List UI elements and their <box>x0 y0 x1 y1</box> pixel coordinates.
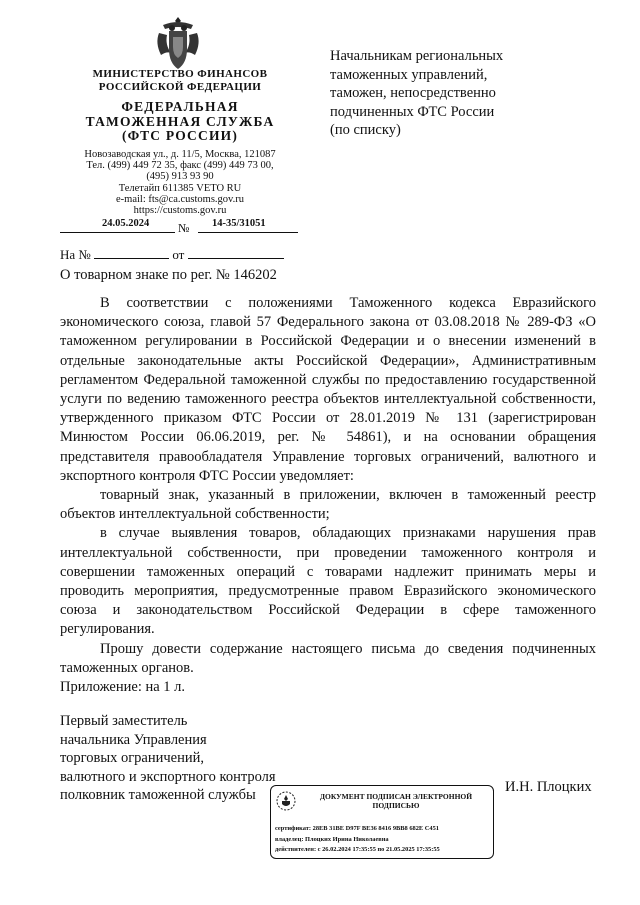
stamp-certificate: сертификат: 28EB 31BE D97F BE36 8416 9BB8 682E C451 <box>275 825 439 832</box>
service-line: (ФТС РОССИИ) <box>121 128 239 143</box>
addressee-block <box>330 47 530 140</box>
ministry-line: МИНИСТЕРСТВО ФИНАНСОВ <box>92 68 268 80</box>
ministry-line: РОССИЙСКОЙ ФЕДЕРАЦИИ <box>98 81 262 93</box>
stamp-title <box>301 792 491 810</box>
addressee-line: таможенных управлений, <box>330 66 488 83</box>
body-paragraph: В соответствии с положениями Таможенного кодекса Евразийского экономического союза, главой 57 Федерального закона от 03.08.2018 № 289-ФЗ «О таможенном регулировании в Российской Федерации и о внесении изменений в отдельные законодательные акты Российской Федерации», Административным регламентом Федеральной таможенной службы по предоставлению государственной услуги по ведению таможенного реестра объектов интеллектуальной собственности, утвержденного приказом ФТС России от 28.01.2019 № 131 (зарегистрирован Минюстом России 06.06.2019, рег. № 54861), и на основании обращения представителя правообладателя Управление торговых ограничений, валютного и экспортного контроля ФТС России уведомляет: <box>60 295 596 484</box>
number-underline <box>198 232 298 233</box>
service-line: ФЕДЕРАЛЬНАЯ <box>121 99 239 114</box>
contact-info <box>60 149 300 216</box>
signer-line: начальника Управления <box>60 731 207 748</box>
letter-subject: О товарном знаке по рег. № 146202 <box>60 267 277 283</box>
stamp-details <box>275 824 491 856</box>
address-line: Новозаводская ул., д. 11/5, Москва, 121087 <box>84 149 276 160</box>
signer-line: полковник таможенной службы <box>60 787 256 803</box>
electronic-signature-stamp <box>270 785 494 859</box>
coat-of-arms-emblem <box>153 15 203 75</box>
signer-line: валютного и экспортного контроля <box>60 768 276 785</box>
body-paragraph: Прошу довести содержание настоящего письма до сведения подчиненных таможенных органов. <box>60 640 596 676</box>
addressee-line: (по списку) <box>330 122 401 138</box>
signer-line: Первый заместитель <box>60 713 188 729</box>
ref-number-label: На № <box>60 247 91 262</box>
ref-date-blank <box>188 247 284 259</box>
attachment-note: Приложение: на 1 л. <box>60 679 186 695</box>
teletype-line: Телетайп 611385 VETO RU <box>118 182 242 194</box>
email-line: e-mail: fts@ca.customs.gov.ru <box>116 193 244 205</box>
signer-name: И.Н. Плоцких <box>505 779 592 795</box>
stamp-validity: действителен: с 26.02.2024 17:35:55 по 21.05.2025 17:35:55 <box>275 846 440 853</box>
date-underline <box>60 232 175 233</box>
phone-line: Тел. (499) 449 72 35, факс (499) 449 73 00, <box>86 160 274 172</box>
number-sign: № <box>178 221 190 235</box>
stamp-owner: владелец: Плоцких Ирина Николаевна <box>275 835 389 843</box>
document-number: 14-35/31051 <box>212 218 266 229</box>
service-line: ТАМОЖЕННАЯ СЛУЖБА <box>85 113 275 129</box>
addressee-line: подчиненных ФТС России <box>330 103 495 120</box>
letter-body <box>60 294 596 678</box>
body-paragraph: в случае выявления товаров, обладающих признаками нарушения прав интеллектуальной собственности, при проведении таможенного контроля и совершении таможенных операций с товарами надлежит принимать меры и проводить мероприятия, предусмотренные правом Евразийского экономического союза и законодательством Российской Федерации в сфере таможенного регулирования. <box>60 525 596 638</box>
service-name <box>60 100 300 144</box>
addressee-line: Начальникам региональных <box>330 48 504 64</box>
signature-emblem-icon <box>275 790 297 812</box>
body-paragraph: товарный знак, указанный в приложении, включен в таможенный реестр объектов интеллектуальной собственности; <box>60 487 596 523</box>
website-line: https://customs.gov.ru <box>133 205 227 217</box>
signer-line: торговых ограничений, <box>60 750 204 766</box>
ministry-name <box>60 68 300 94</box>
reference-line <box>60 247 284 263</box>
ref-date-label: от <box>172 247 185 262</box>
stamp-title-line: ДОКУМЕНТ ПОДПИСАН ЭЛЕКТРОННОЙ <box>319 792 473 801</box>
document-date: 24.05.2024 <box>102 218 150 229</box>
addressee-line: таможен, непосредственно <box>330 85 496 101</box>
stamp-title-line: ПОДПИСЬЮ <box>372 801 420 810</box>
ref-number-blank <box>94 247 169 259</box>
signer-block <box>60 712 276 805</box>
phone-line: (495) 913 93 90 <box>146 171 214 183</box>
